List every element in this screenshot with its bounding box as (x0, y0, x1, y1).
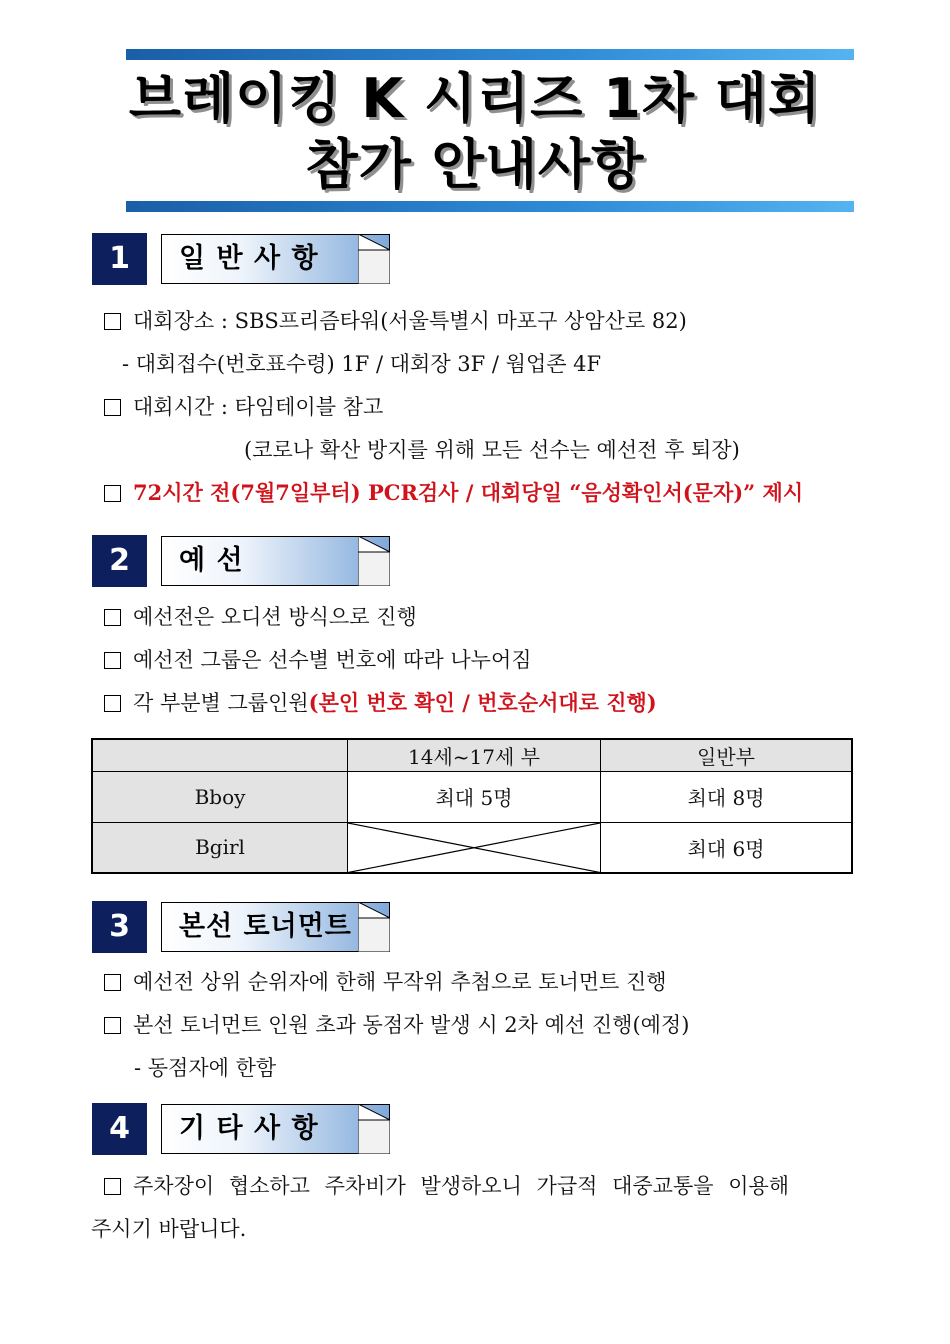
time-line: 대회시간 : 타임테이블 참고 (104, 393, 383, 421)
parking-line-cont: 주시기 바랍니다. (91, 1217, 247, 1241)
checkbox-icon (104, 974, 121, 991)
checkbox-icon (104, 1178, 121, 1195)
parking-line: 주차장이 협소하고 주차비가 발생하오니 가급적 대중교통을 이용해 (104, 1172, 789, 1200)
section-3-label: 본선 토너먼트 (179, 911, 352, 942)
bboy-general-cell: 최대 8명 (601, 771, 853, 822)
table-row (92, 822, 852, 873)
prelim-group-line: 예선전 그룹은 선수별 번호에 따라 나누어짐 (104, 646, 532, 674)
title-top-bar (126, 49, 854, 60)
checkbox-icon (104, 652, 121, 669)
prelim-audition-line: 예선전은 오디션 방식으로 진행 (104, 603, 417, 631)
folded-corner-icon (358, 1104, 390, 1154)
section-4-label: 기 타 사 항 (179, 1113, 319, 1144)
section-3-header (161, 902, 390, 952)
section-2-number: 2 (92, 535, 147, 587)
section-4-header (161, 1104, 390, 1154)
venue-floors-line: - 대회접수(번호표수령) 1F / 대회장 3F / 웜업존 4F (122, 352, 602, 376)
section-1-header (161, 234, 390, 284)
section-3-number: 3 (92, 901, 147, 953)
checkbox-icon (104, 485, 121, 502)
group-size-table (91, 738, 853, 874)
group-size-line: 각 부분별 그룹인원(본인 번호 확인 / 번호순서대로 진행) (104, 689, 657, 717)
section-1-number: 1 (92, 233, 147, 285)
tournament-draw-line: 예선전 상위 순위자에 한해 무작위 추첨으로 토너먼트 진행 (104, 968, 667, 996)
folded-corner-icon (358, 902, 390, 952)
title-bottom-bar (126, 201, 854, 212)
page-title-line-2: 참가 안내사항 (305, 133, 645, 196)
checkbox-icon (104, 399, 121, 416)
tie-break-note-line: - 동점자에 한함 (134, 1056, 277, 1080)
cross-out-icon (348, 823, 600, 873)
table-header-general: 일반부 (601, 739, 853, 771)
section-4-number: 4 (92, 1103, 147, 1155)
checkbox-icon (104, 609, 121, 626)
checkbox-icon (104, 1017, 121, 1034)
table-header-youth: 14세~17세 부 (348, 739, 601, 771)
covid-note-line: (코로나 확산 방지를 위해 모든 선수는 예선전 후 퇴장) (244, 438, 740, 462)
bboy-youth-cell: 최대 5명 (348, 771, 601, 822)
tie-break-line: 본선 토너먼트 인원 초과 동점자 발생 시 2차 예선 진행(예정) (104, 1011, 689, 1039)
checkbox-icon (104, 313, 121, 330)
row-label-bboy: Bboy (92, 771, 348, 822)
page-title-line-1: 브레이킹 K 시리즈 1차 대회 (128, 67, 822, 130)
table-header-blank (92, 739, 348, 771)
pcr-line: 72시간 전(7월7일부터) PCR검사 / 대회당일 “음성확인서(문자)” 제시 (104, 479, 803, 507)
checkbox-icon (104, 695, 121, 712)
bgirl-general-cell: 최대 6명 (601, 822, 853, 873)
row-label-bgirl: Bgirl (92, 822, 348, 873)
folded-corner-icon (358, 234, 390, 284)
section-2-header (161, 536, 390, 586)
table-header-row (92, 739, 852, 771)
table-row (92, 771, 852, 822)
bgirl-youth-cell-crossed (348, 822, 601, 873)
venue-line: 대회장소 : SBS프리즘타워(서울특별시 마포구 상암산로 82) (104, 307, 687, 335)
folded-corner-icon (358, 536, 390, 586)
section-2-label: 예 선 (179, 545, 244, 576)
section-1-label: 일 반 사 항 (179, 243, 319, 274)
